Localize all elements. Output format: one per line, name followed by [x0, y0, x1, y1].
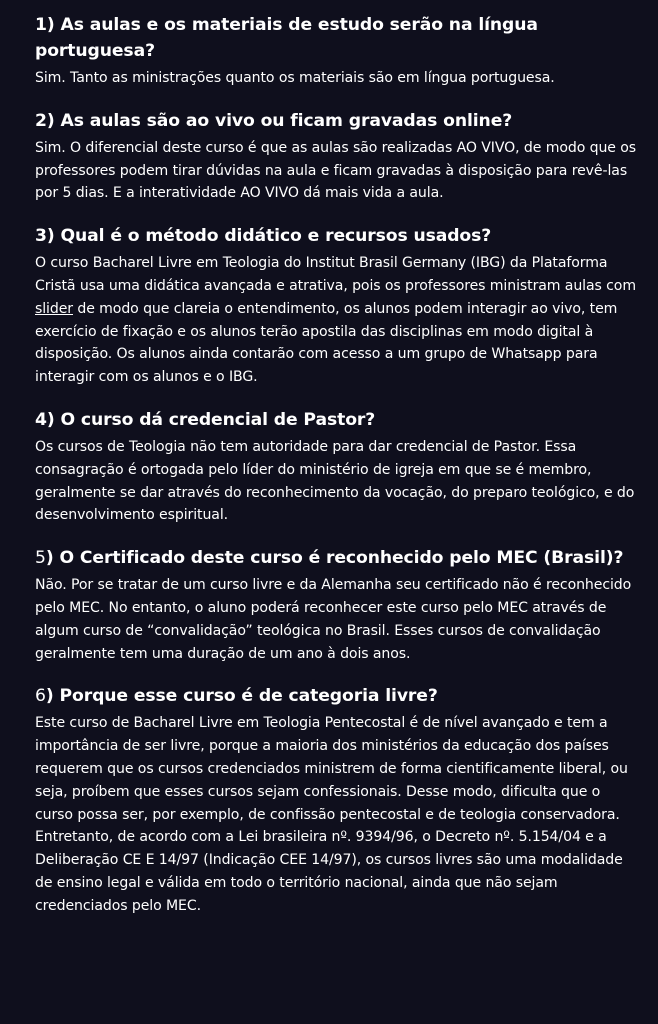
faq-question-text-1: As aulas e os materiais de estudo serão na língua portuguesa? [35, 15, 538, 61]
faq-number-2: 2) [35, 110, 55, 131]
faq-number-6: 6 [35, 686, 46, 707]
faq-question-text-5: O Certificado deste curso é reconhecido pelo MEC (Brasil)? [53, 548, 624, 569]
faq-answer-3-part-1: O curso Bacharel Livre em Teologia do Institut Brasil Germany (IBG) da Plataforma Cristã usa uma didática avançada e atrativa, pois os professores ministram aulas com [35, 255, 636, 294]
faq-number-5: 5 [35, 548, 46, 569]
faq-number-suffix-6: ) [45, 686, 54, 707]
faq-question-6 [35, 683, 636, 709]
faq-question-3 [35, 223, 636, 249]
faq-answer-3 [35, 252, 636, 389]
faq-number-4: 4) [35, 409, 55, 430]
faq-answer-5: Não. Por se tratar de um curso livre e da Alemanha seu certificado não é reconhecido pelo MEC. No entanto, o aluno poderá reconhecer este curso pelo MEC através de algum curso de “convalidação” teológica no Brasil. Esses cursos de convalidação geralmente tem uma duração de um ano à dois anos. [35, 577, 632, 662]
faq-answer-2: Sim. O diferencial deste curso é que as aulas são realizadas AO VIVO, de modo que os professores podem tirar dúvidas na aula e ficam gravadas à disposição para revê-las por 5 dias. E a interatividade AO VIVO dá mais vida a aula. [35, 139, 636, 202]
faq-question-text-2: As aulas são ao vivo ou ficam gravadas online? [54, 110, 513, 131]
faq-number-3: 3) [35, 226, 55, 247]
faq-question-1 [35, 12, 636, 64]
faq-answer-4: Os cursos de Teologia não tem autoridade para dar credencial de Pastor. Essa consagração é ortogada pelo líder do ministério de igreja em que se é membro, geralmente se dar através do reconhecimento da vocação, do preparo teológico, e do desenvolvimento espiritual. [35, 438, 635, 524]
faq-item-4 [35, 407, 636, 527]
faq-answer-1: Sim. Tanto as ministrações quanto os materiais são em língua portuguesa. [35, 70, 555, 86]
faq-number-1: 1) [35, 15, 55, 35]
faq-number-suffix-5: ) [45, 548, 54, 569]
faq-question-text-4: O curso dá credencial de Pastor? [54, 409, 376, 430]
faq-item-3 [35, 223, 636, 389]
faq-question-text-3: Qual é o método didático e recursos usados? [54, 226, 492, 247]
faq-item-5 [35, 545, 636, 665]
faq-answer-3-part-2: de modo que clareia o entendimento, os alunos podem interagir ao vivo, tem exercício de fixação e os alunos terão apostila das disciplinas em modo digital à disposição. Os alunos ainda contarão com acesso a um grupo de Whatsapp para interagir com os alunos e o IBG. [35, 300, 618, 386]
faq-item-1 [35, 12, 636, 90]
faq-item-2 [35, 108, 636, 205]
faq-question-text-6: Porque esse curso é de categoria livre? [53, 686, 438, 707]
faq-question-5 [35, 545, 636, 571]
faq-question-4 [35, 407, 636, 433]
faq-item-6 [35, 683, 636, 917]
faq-question-2 [35, 108, 636, 134]
slider-link[interactable]: slider [35, 300, 73, 317]
faq-answer-6: Este curso de Bacharel Livre em Teologia Pentecostal é de nível avançado e tem a importância de ser livre, porque a maioria dos ministérios da educação dos países requerem que os cursos credenciados ministrem de forma cientificamente liberal, ou seja, proíbem que esses cursos sejam confessionais. Desse modo, dificulta que o curso possa ser, por exemplo, de confissão pentecostal e de teologia conservadora. Entretanto, de acordo com a Lei brasileira nº. 9394/96, o Decreto nº. 5.154/04 e a Deliberação CE E 14/97 (Indicação CEE 14/97), os cursos livres são uma modalidade de ensino legal e válida em todo o território nacional, ainda que não sejam credenciados pelo MEC. [35, 715, 628, 914]
